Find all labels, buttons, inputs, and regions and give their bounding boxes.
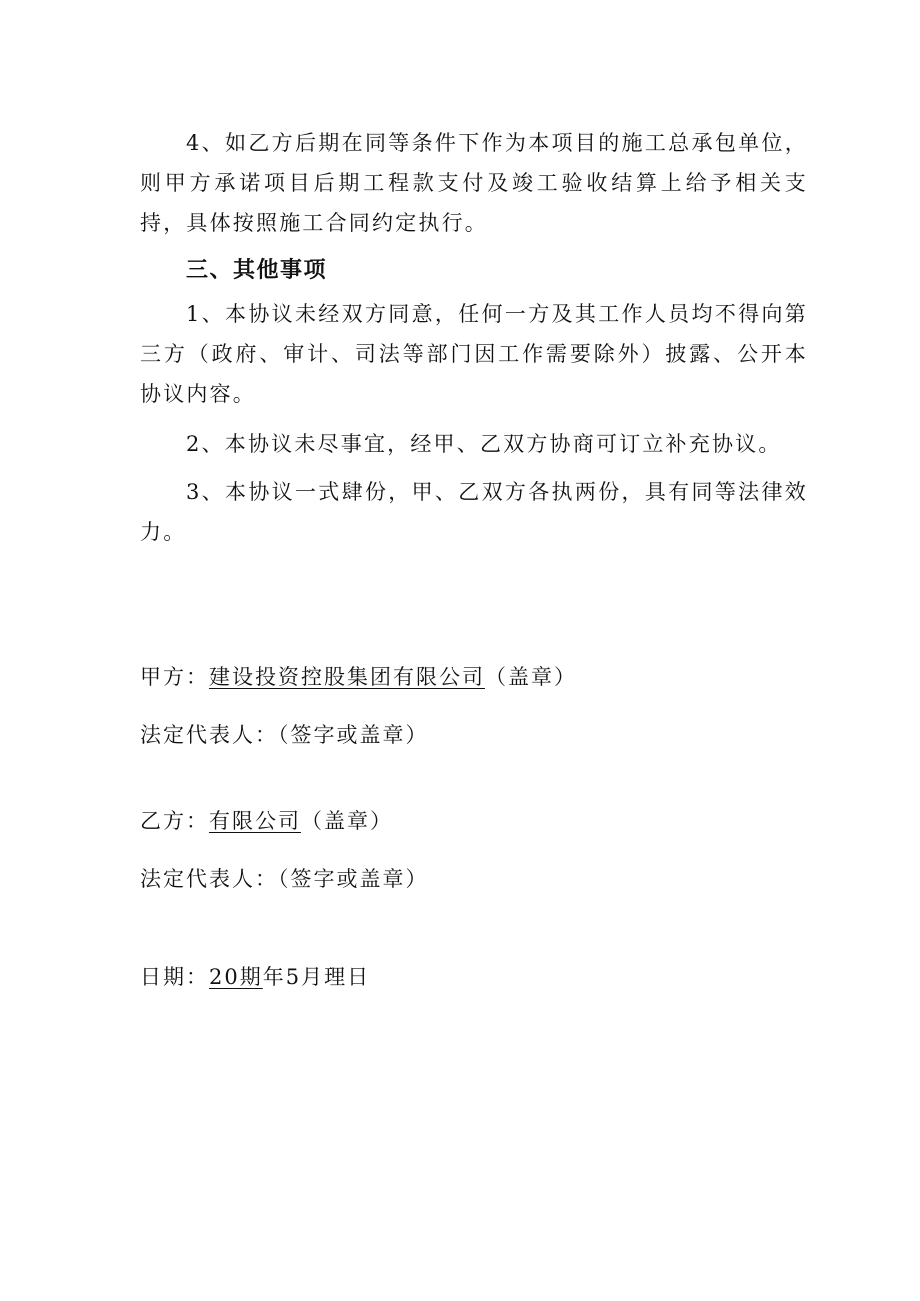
section-3-item-3: 3、本协议一式肆份，甲、乙双方各执两份，具有同等法律效力。 (140, 480, 808, 544)
date-rest: 年5月理日 (262, 965, 371, 989)
party-a-name: 建设投资控股集团有限公司 (209, 665, 485, 689)
party-b-representative-line (140, 861, 429, 897)
party-b-line (140, 803, 393, 839)
party-a-line (140, 659, 577, 695)
party-a-rep-note: （签字或盖章） (278, 723, 429, 747)
party-b-rep-note: （签字或盖章） (278, 867, 429, 891)
section-3-item-2: 2、本协议未尽事宜，经甲、乙双方协商可订立补充协议。 (186, 432, 782, 456)
party-a-seal: （盖章） (485, 665, 577, 689)
date-year: 20期 (209, 965, 263, 989)
party-b-name: 有限公司 (209, 809, 301, 833)
date-label: 日期： (140, 965, 209, 989)
section-3-heading: 三、其他事项 (186, 258, 328, 283)
party-b-seal: （盖章） (301, 809, 393, 833)
party-a-representative-line (140, 717, 429, 753)
date-line (140, 959, 370, 995)
party-b-rep-label: 法定代表人： (140, 867, 278, 891)
section-3-item-1: 1、本协议未经双方同意，任何一方及其工作人员均不得向第三方（政府、审计、司法等部门因工作需要除外）披露、公开本协议内容。 (140, 302, 808, 406)
party-b-label: 乙方： (140, 809, 209, 833)
party-a-rep-label: 法定代表人： (140, 723, 278, 747)
clause-4-paragraph: 4、如乙方后期在同等条件下作为本项目的施工总承包单位，则甲方承诺项目后期工程款支付及竣工验收结算上给予相关支持，具体按照施工合同约定执行。 (140, 131, 808, 235)
party-a-label: 甲方： (140, 665, 209, 689)
